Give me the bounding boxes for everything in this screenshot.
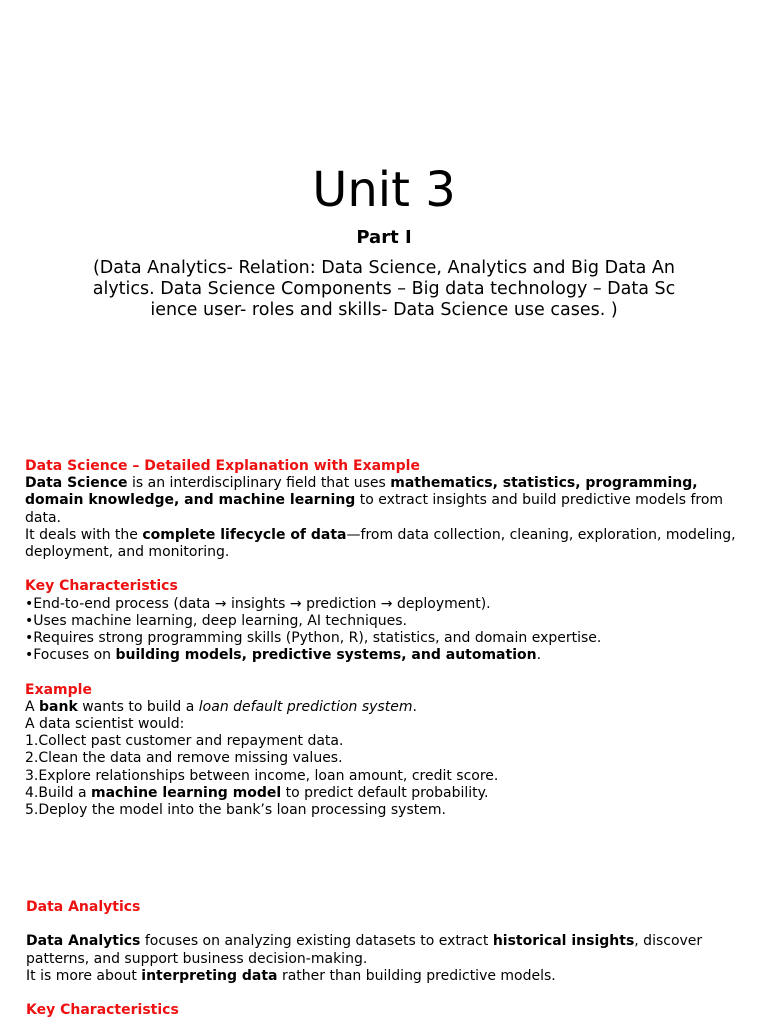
characteristics-list — [25, 596, 755, 665]
about-paragraph — [26, 968, 756, 985]
list-item: 5.Deploy the model into the bank’s loan processing system. — [25, 802, 446, 819]
term: Data Science — [25, 475, 128, 492]
bold-text: machine learning model — [90, 784, 282, 801]
text: is an interdisciplinary field that uses — [127, 475, 391, 492]
list-item: 2.Clean the data and remove missing values. — [25, 750, 343, 767]
bold-text: mathematics, statistics, programming, domain knowledge, and machine learning — [25, 475, 698, 509]
text: 4.Build a — [25, 784, 91, 801]
text: , discover patterns, and support business decision-making. — [26, 933, 703, 967]
text: rather than building predictive models. — [277, 967, 556, 984]
text: focuses on analyzing existing datasets to extract — [140, 933, 493, 950]
data-science-heading: Data Science – Detailed Explanation with Example — [25, 458, 420, 474]
text: —from data collection, cleaning, exploration, modeling, deployment, and monitoring. — [25, 526, 736, 561]
data-analytics-section — [26, 899, 756, 1019]
text: It deals with the — [25, 526, 143, 543]
text: •Focuses on — [25, 647, 116, 664]
term: Data Analytics — [26, 933, 141, 950]
bold-text: bank — [39, 698, 78, 715]
list-item: 1.Collect past customer and repayment data. — [25, 733, 344, 750]
would-line: A data scientist would: — [25, 716, 185, 733]
data-science-intro — [25, 475, 755, 527]
text: wants to build a — [77, 698, 199, 715]
lifecycle-paragraph — [25, 527, 755, 561]
part-heading: Part I — [356, 227, 412, 248]
list-item — [25, 647, 755, 664]
list-item — [25, 785, 755, 802]
steps-list — [25, 733, 755, 819]
example-intro — [25, 699, 755, 716]
bold-text: complete lifecycle of data — [142, 526, 347, 543]
page-title: Unit 3 — [312, 162, 456, 218]
key-characteristics-heading: Key Characteristics — [26, 1002, 179, 1019]
bold-text: interpreting data — [141, 967, 278, 984]
data-analytics-intro — [26, 933, 756, 967]
list-item: •Requires strong programming skills (Python, R), statistics, and domain expertise. — [25, 630, 602, 647]
text: It is more about — [26, 967, 142, 984]
list-item: •Uses machine learning, deep learning, AI techniques. — [25, 612, 407, 629]
list-item: 3.Explore relationships between income, loan amount, credit score. — [25, 767, 499, 784]
unit-subtitle: (Data Analytics- Relation: Data Science, Analytics and Big Data Analytics. Data Science Components – Big data technology – Data Science user- roles and skills- Data Science use cases. ) — [92, 258, 676, 320]
text: . — [536, 647, 542, 664]
text: to extract insights and build predictive models from data. — [25, 492, 724, 526]
example-heading: Example — [25, 681, 92, 698]
italic-text: loan default prediction system — [198, 698, 413, 715]
bold-text: building models, predictive systems, and automation — [115, 647, 537, 664]
list-item: •End-to-end process (data → insights → prediction → deployment). — [25, 595, 491, 612]
text: A — [25, 698, 40, 715]
data-analytics-heading: Data Analytics — [26, 899, 141, 915]
text: . — [412, 698, 417, 715]
bold-text: historical insights — [492, 933, 635, 950]
key-characteristics-heading: Key Characteristics — [25, 578, 178, 595]
data-science-section — [25, 458, 755, 819]
text: to predict default probability. — [281, 784, 489, 801]
